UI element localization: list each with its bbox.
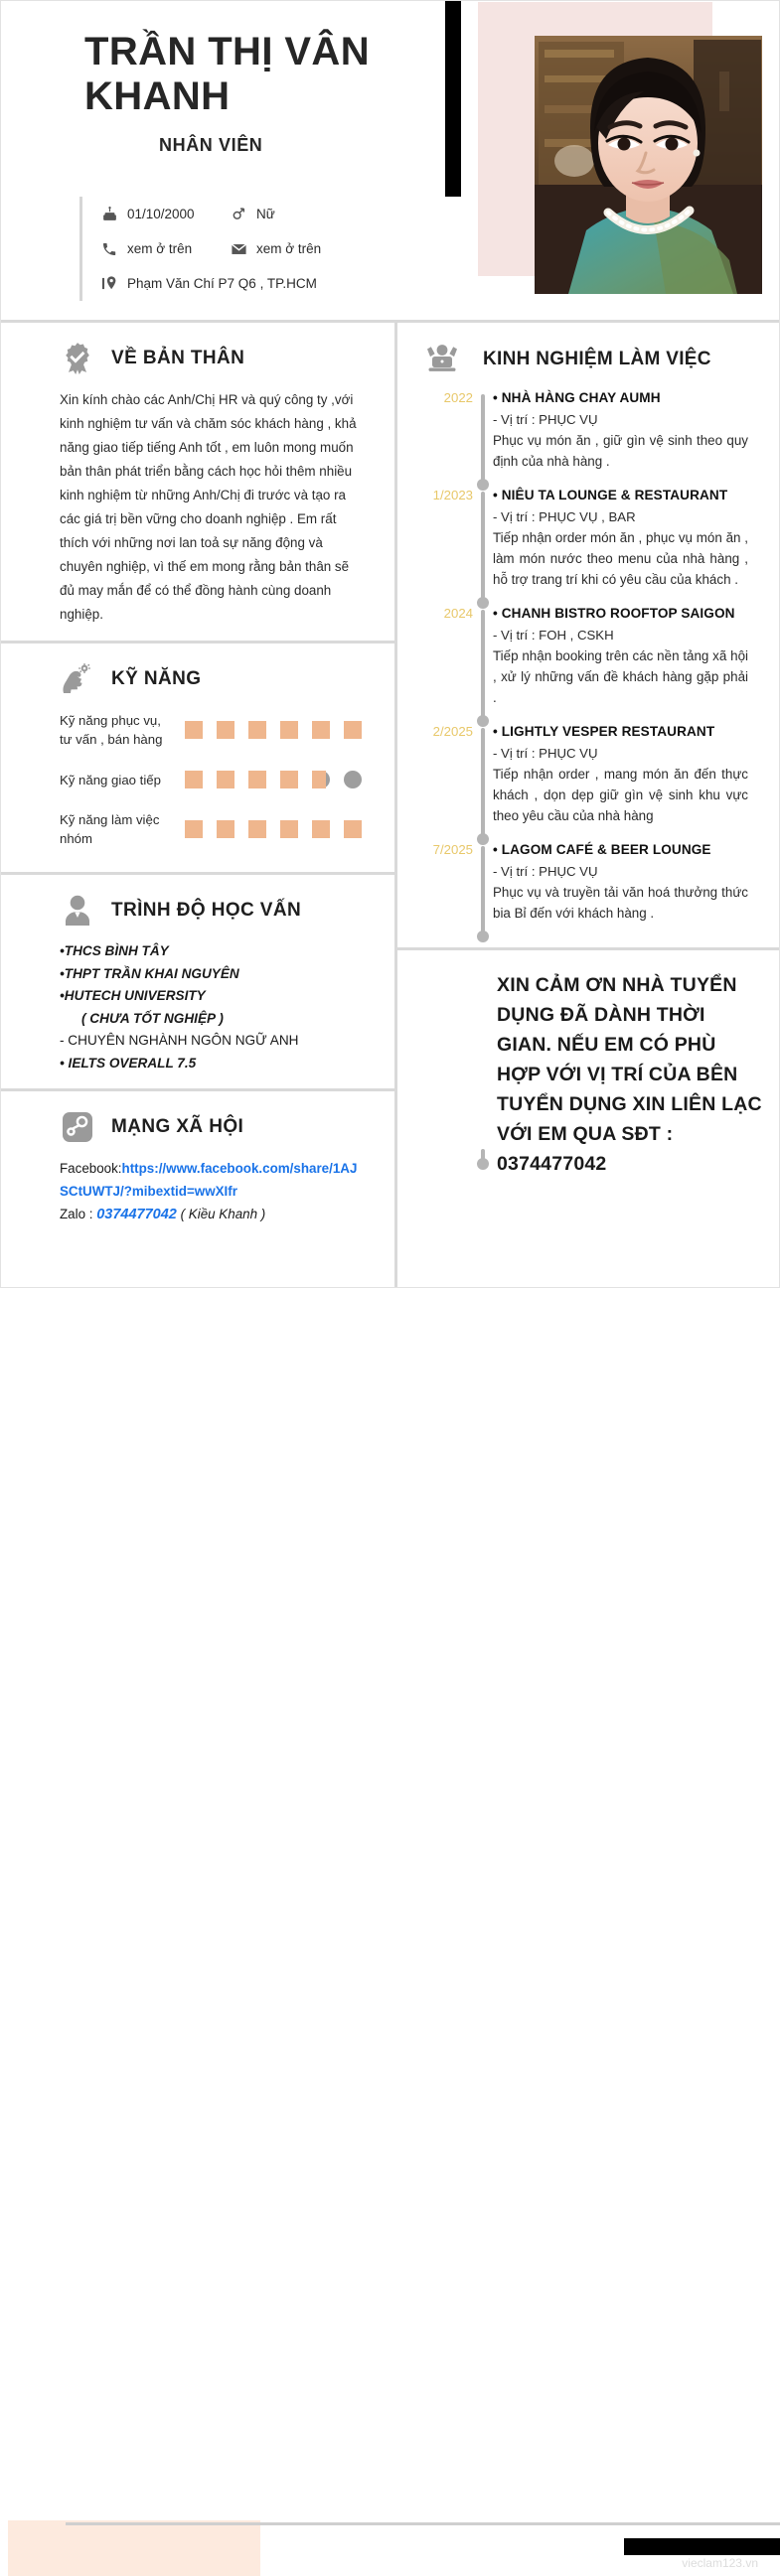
thanks-timeline-rail: [473, 970, 493, 1186]
skill-dot-fill: [248, 771, 266, 788]
timeline-dot: [477, 930, 489, 942]
skill-dot: [217, 721, 234, 739]
section-social: [0, 1088, 394, 1240]
experience-year: 2022: [443, 390, 473, 405]
skill-dot: [344, 721, 362, 739]
share-nodes-icon: [60, 1109, 95, 1145]
experience-company: • LIGHTLY VESPER RESTAURANT: [493, 724, 715, 739]
skill-dot: [312, 771, 330, 788]
skill-dot-fill: [185, 721, 203, 739]
skill-dot: [280, 771, 298, 788]
contact-gender: [228, 206, 275, 222]
contact-row-3: [98, 266, 477, 301]
skill-dot-fill: [280, 820, 298, 838]
contact-birthday: [98, 206, 228, 222]
experience-body: [493, 840, 762, 937]
timeline-rail: [473, 486, 493, 604]
skill-label: Kỹ năng giao tiếp: [60, 772, 161, 787]
skill-dot: [185, 771, 203, 788]
birthday-value: 01/10/2000: [127, 207, 195, 221]
skill-dot-fill: [280, 771, 298, 788]
experience-year: 2024: [443, 606, 473, 621]
skill-dot-fill: [185, 820, 203, 838]
phone-value: xem ở trên: [127, 241, 193, 256]
timeline-line: [481, 492, 485, 604]
footer-divider: [66, 2522, 780, 2525]
experience-company: • NHÀ HÀNG CHAY AUMH: [493, 390, 661, 405]
experience-header: [415, 341, 762, 378]
skill-dot-fill: [248, 721, 266, 739]
skill-dot-fill: [344, 820, 362, 838]
experience-year: 1/2023: [432, 488, 473, 502]
watermark-text: vieclam123.vn: [682, 2556, 758, 2570]
right-column: [397, 323, 780, 1288]
social-header: [60, 1109, 365, 1145]
education-item: • IELTS OVERALL 7.5: [60, 1055, 197, 1071]
header-text-block: [0, 0, 482, 156]
section-about: [0, 323, 394, 641]
experience-position: - Vị trí : FOH , CSKH: [493, 628, 614, 643]
about-header: [60, 341, 365, 376]
skill-dot-fill: [217, 721, 234, 739]
skill-dot: [280, 820, 298, 838]
education-item: •THCS BÌNH TÂY: [60, 943, 169, 958]
skill-dot: [248, 820, 266, 838]
education-header: [60, 893, 365, 929]
person-laptop-icon: [423, 341, 461, 378]
skill-dot: [217, 771, 234, 788]
contact-email: [228, 241, 321, 256]
experience-timeline: [415, 388, 762, 937]
experience-description: Tiếp nhận order món ăn , phục vụ món ăn , làm món nước theo menu của nhà hàng , hỗ trợ trang trí khi có yêu cầu của khách .: [493, 530, 748, 587]
skill-dot: [217, 820, 234, 838]
skill-dot: [312, 721, 330, 739]
skill-label: Kỹ năng phục vụ, tư vấn , bán hàng: [60, 713, 163, 747]
skill-dot-fill: [217, 820, 234, 838]
experience-body: [493, 604, 762, 722]
contact-address: [98, 275, 317, 292]
job-title: NHÂN VIÊN: [159, 135, 263, 156]
timeline-dot-end: [477, 1158, 489, 1170]
section-thanks: [397, 947, 780, 1186]
experience-year: 7/2025: [432, 842, 473, 857]
experience-position: - Vị trí : PHỤC VỤ: [493, 746, 598, 761]
social-title: MẠNG XÃ HỘI: [111, 1116, 244, 1137]
award-badge-icon: [60, 341, 95, 376]
experience-year-cell: [415, 486, 473, 604]
email-value: xem ở trên: [256, 241, 322, 256]
skill-dot-fill: [280, 721, 298, 739]
skill-dot: [344, 820, 362, 838]
cv-header: [0, 0, 780, 323]
watermark-bar: [624, 2538, 780, 2555]
experience-body: [493, 722, 762, 840]
zalo-display-name: ( Kiều Khanh ): [180, 1207, 266, 1221]
gender-value: Nữ: [256, 207, 275, 221]
experience-item: [415, 840, 762, 937]
experience-year: 2/2025: [432, 724, 473, 739]
thanks-text: XIN CẢM ƠN NHÀ TUYỂN DỤNG ĐÃ DÀNH THỜI GIAN. NẾU EM CÓ PHÙ HỢP VỚI VỊ TRÍ CỦA BÊN TUYỂN DỤNG XIN LIÊN LẠC VỚI EM QUA SĐT : 0374477042: [497, 974, 762, 1175]
skill-dot-fill: [185, 771, 203, 788]
skill-label: Kỹ năng làm việc nhóm: [60, 812, 160, 846]
skill-dot-fill: [217, 771, 234, 788]
address-value: Phạm Văn Chí P7 Q6 , TP.HCM: [127, 276, 317, 291]
experience-item: [415, 486, 762, 604]
facebook-label: Facebook:: [60, 1161, 122, 1176]
contact-row-1: [98, 197, 477, 231]
skill-rating: [185, 820, 362, 838]
experience-company: • CHANH BISTRO ROOFTOP SAIGON: [493, 606, 735, 621]
experience-item: [415, 722, 762, 840]
skill-row: [60, 709, 365, 751]
cake-icon: [98, 206, 120, 222]
skills-title: KỸ NĂNG: [111, 668, 202, 689]
contact-block: [79, 197, 477, 301]
skills-header: [60, 661, 365, 697]
timeline-line: [481, 728, 485, 840]
zalo-line: [60, 1203, 365, 1226]
experience-description: Tiếp nhận booking trên các nền tảng xã hội , xử lý những vấn đề khách hàng gặp phải .: [493, 648, 748, 705]
experience-company: • LAGOM CAFÉ & BEER LOUNGE: [493, 842, 711, 857]
experience-company: • NIÊU TA LOUNGE & RESTAURANT: [493, 488, 728, 502]
skill-dot-fill: [248, 820, 266, 838]
timeline-line: [481, 610, 485, 722]
skill-rating: [185, 721, 362, 739]
experience-item: [415, 388, 762, 486]
contact-phone: [98, 241, 228, 257]
education-list: [60, 940, 365, 1074]
experience-body: [493, 486, 762, 604]
experience-description: Phục vụ món ăn , giữ gìn vệ sinh theo quy định của nhà hàng .: [493, 433, 748, 469]
experience-year-cell: [415, 604, 473, 722]
education-item: •THPT TRẦN KHAI NGUYÊN: [60, 965, 239, 981]
experience-position: - Vị trí : PHỤC VỤ: [493, 864, 598, 879]
skill-dot-fill: [344, 721, 362, 739]
experience-body: [493, 388, 762, 486]
experience-description: Phục vụ và truyền tải văn hoá thưởng thức bia Bỉ đến với khách hàng .: [493, 885, 748, 921]
experience-title: KINH NGHIỆM LÀM VIỆC: [483, 349, 711, 369]
experience-year-cell: [415, 388, 473, 486]
thanks-timeline-spacer: [415, 970, 473, 1186]
zalo-number[interactable]: 0374477042: [96, 1207, 177, 1222]
experience-position: - Vị trí : PHỤC VỤ , BAR: [493, 509, 636, 524]
envelope-icon: [228, 242, 249, 256]
timeline-line: [481, 846, 485, 937]
experience-item: [415, 604, 762, 722]
section-education: [0, 872, 394, 1088]
facebook-line: [60, 1157, 365, 1203]
education-item: ( CHƯA TỐT NGHIỆP ): [81, 1010, 224, 1026]
skill-dot: [248, 771, 266, 788]
timeline-rail: [473, 722, 493, 840]
skill-row: [60, 808, 365, 850]
timeline-rail: [473, 388, 493, 486]
section-skills: [0, 641, 394, 872]
timeline-rail: [473, 604, 493, 722]
experience-year-cell: [415, 722, 473, 840]
skill-dot: [344, 771, 362, 788]
gender-icon: [228, 206, 249, 222]
page-title: TRẦN THỊ VÂN KHANH: [84, 30, 371, 119]
education-title: TRÌNH ĐỘ HỌC VẤN: [111, 900, 302, 921]
skill-rating: [185, 771, 362, 788]
skill-row: [60, 759, 365, 800]
map-pin-icon: [98, 275, 120, 292]
left-column: [0, 323, 397, 1288]
footer-peach-block: [8, 2520, 260, 2576]
education-item: •HUTECH UNIVERSITY: [60, 988, 206, 1003]
phone-icon: [98, 241, 120, 257]
skill-dot: [280, 721, 298, 739]
skill-dot: [312, 820, 330, 838]
timeline-rail: [473, 840, 493, 937]
portrait-photo-illustration: [535, 36, 762, 294]
experience-position: - Vị trí : PHỤC VỤ: [493, 412, 598, 427]
zalo-label: Zalo :: [60, 1207, 97, 1221]
skill-dot: [185, 721, 203, 739]
skill-dot-fill: [312, 820, 330, 838]
cv-body: [0, 323, 780, 1288]
avatar: [535, 36, 762, 294]
skill-dot-fill: [312, 721, 330, 739]
about-title: VỀ BẢN THÂN: [111, 348, 245, 368]
skills-list: [60, 709, 365, 850]
education-item: - CHUYÊN NGHÀNH NGÔN NGỮ ANH: [60, 1033, 299, 1048]
head-gear-icon: [60, 661, 95, 697]
person-icon: [60, 893, 95, 929]
section-experience: [397, 323, 780, 947]
skill-dot-fill: [312, 771, 326, 788]
timeline-line: [481, 394, 485, 486]
skill-dot: [248, 721, 266, 739]
experience-description: Tiếp nhận order , mang món ăn đến thực khách , dọn dẹp giữ gìn vệ sinh khu vực theo yêu cầu của nhà hàng: [493, 767, 748, 823]
skill-dot: [185, 820, 203, 838]
about-text: Xin kính chào các Anh/Chị HR và quý công ty ,với kinh nghiệm tư vấn và chăm sóc khách hàng , khả năng giao tiếp tiếng Anh tốt , em luôn mong muốn bản thân phát triển bằng cách học hỏi thêm nhiều kinh nghiệm từ những Anh/Chị đi trước và tạo ra các giá trị bền vững cho doanh nghiệp . Em rất thích với những nơi lan toả sự năng động và chuyên nghiệp, vì thế em mong rằng bản thân sẽ đủ may mắn để có thể đồng hành cùng doanh nghiệp.: [60, 392, 357, 622]
contact-row-2: [98, 231, 477, 266]
experience-year-cell: [415, 840, 473, 937]
facebook-link[interactable]: https://www.facebook.com/share/1AJSCtUWTJ/?mibextid=wwXIfr: [60, 1161, 358, 1199]
